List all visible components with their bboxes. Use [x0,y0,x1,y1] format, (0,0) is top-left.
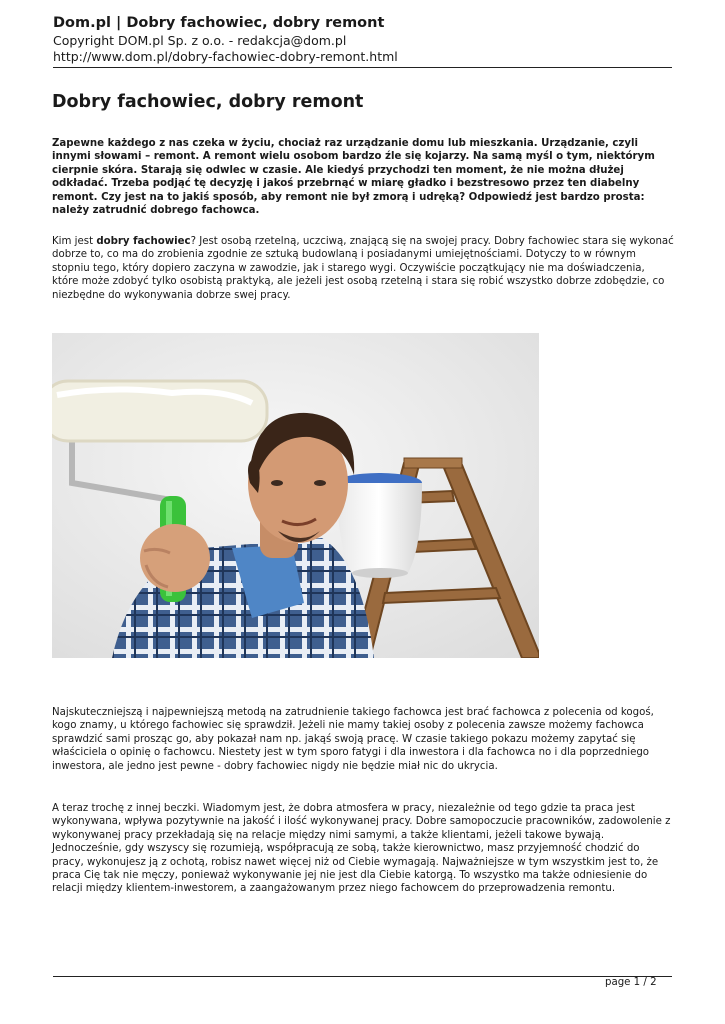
footer-divider [53,976,672,977]
paragraph-1-bold: dobry fachowiec [96,236,191,247]
article-photo-painter-with-roller [52,333,539,658]
paragraph-2: Najskuteczniejszą i najpewniejszą metodą na zatrudnienie takiego fachowca jest brać fachowca z polecenia od kogoś, kogo znamy, u którego fachowiec się sprawdził. Jeżeli nie mamy takiej osoby z polecenia zawsze możemy fachowca sprawdzić sami prosząc go, aby pokazał nam np. jakąś swoją pracę. W czasie takiego pokazu możemy zapytać się właściciela o opinię o fachowcu. Niestety jest w tym sporo fatygi i dla inwestora i dla fachowca no i dla poprzedniego inwestora, ale jedno jest pewne - dobry fachowiec nigdy nie będzie miał nic do ukrycia. [52,707,654,772]
paragraph-1 [52,235,674,302]
paragraph-1-start: Kim jest [52,236,97,247]
paragraph-1-rest: ? Jest osobą rzetelną, uczciwą, znającą się na swojej pracy. Dobry fachowiec stara się wykonać dobrze to, co ma do zrobienia zgodnie ze sztuką budowlaną i posiadanymi umiejętnościami. Dotyczy to w równym stopniu tego, który dopiero zaczyna w zawodzie, jak i starego wygi. Oczywiście początkujący nie ma doświadczenia, które może zdobyć tylko osobistą praktyką, ale jeżeli jest osobą rzetelną i stara się robić wszystko dobrze zdobędzie, co niezbędne do wykonywania dobrze swej pracy. [52,236,674,301]
header-divider [53,67,672,68]
site-title: Dom.pl | Dobry fachowiec, dobry remont [53,15,385,31]
article-title: Dobry fachowiec, dobry remont [52,92,364,112]
copyright-line: Copyright DOM.pl Sp. z o.o. - redakcja@dom.pl [53,33,347,48]
page-number: page 1 / 2 [605,977,657,988]
document-header [53,14,672,65]
paragraph-3: A teraz trochę z innej beczki. Wiadomym jest, że dobra atmosfera w pracy, niezależnie od tego gdzie ta praca jest wykonywana, wpływa pozytywnie na jakość i ilość wykonywanej pracy. Dobre samopoczucie pracowników, zadowolenie z wykonywanej pracy przekładają się na relacje między nimi samymi, a także klientami, jeżeli takowe bywają. Jednocześnie, gdy wszyscy się rozumieją, współpracują ze sobą, także kierownictwo, masz przyjemność chodzić do pracy, wykonujesz ją z ochotą, robisz nawet więcej niż od Ciebie wymagają. Najważniejsze w tym wszystkim jest to, że praca Cię tak nie męczy, ponieważ wykonywanie jej nie jest dla Ciebie katorgą. To wszystko ma także odniesienie do relacji między klientem-inwestorem, a zaangażowanym przez niego fachowcem do przeprowadzenia remontu. [52,803,671,895]
article-lead: Zapewne każdego z nas czeka w życiu, chociaż raz urządzanie domu lub mieszkania. Urządzanie, czyli innymi słowami – remont. A remont wielu osobom bardzo źle się kojarzy. Na samą myśl o tym, niektórym cierpnie skóra. Starają się odwlec w czasie. Ale kiedyś przychodzi ten moment, że nie można dłużej odkładać. Trzeba podjąć tę decyzję i jakoś przebrnąć w miarę gładko i bezstresowo przez ten diabelny remont. Czy jest na to jakiś sposób, aby remont nie był zmorą i udręką? Odpowiedź jest bardzo prosta: należy zatrudnić dobrego fachowca. [52,138,655,217]
source-url: http://www.dom.pl/dobry-fachowiec-dobry-remont.html [53,49,398,64]
